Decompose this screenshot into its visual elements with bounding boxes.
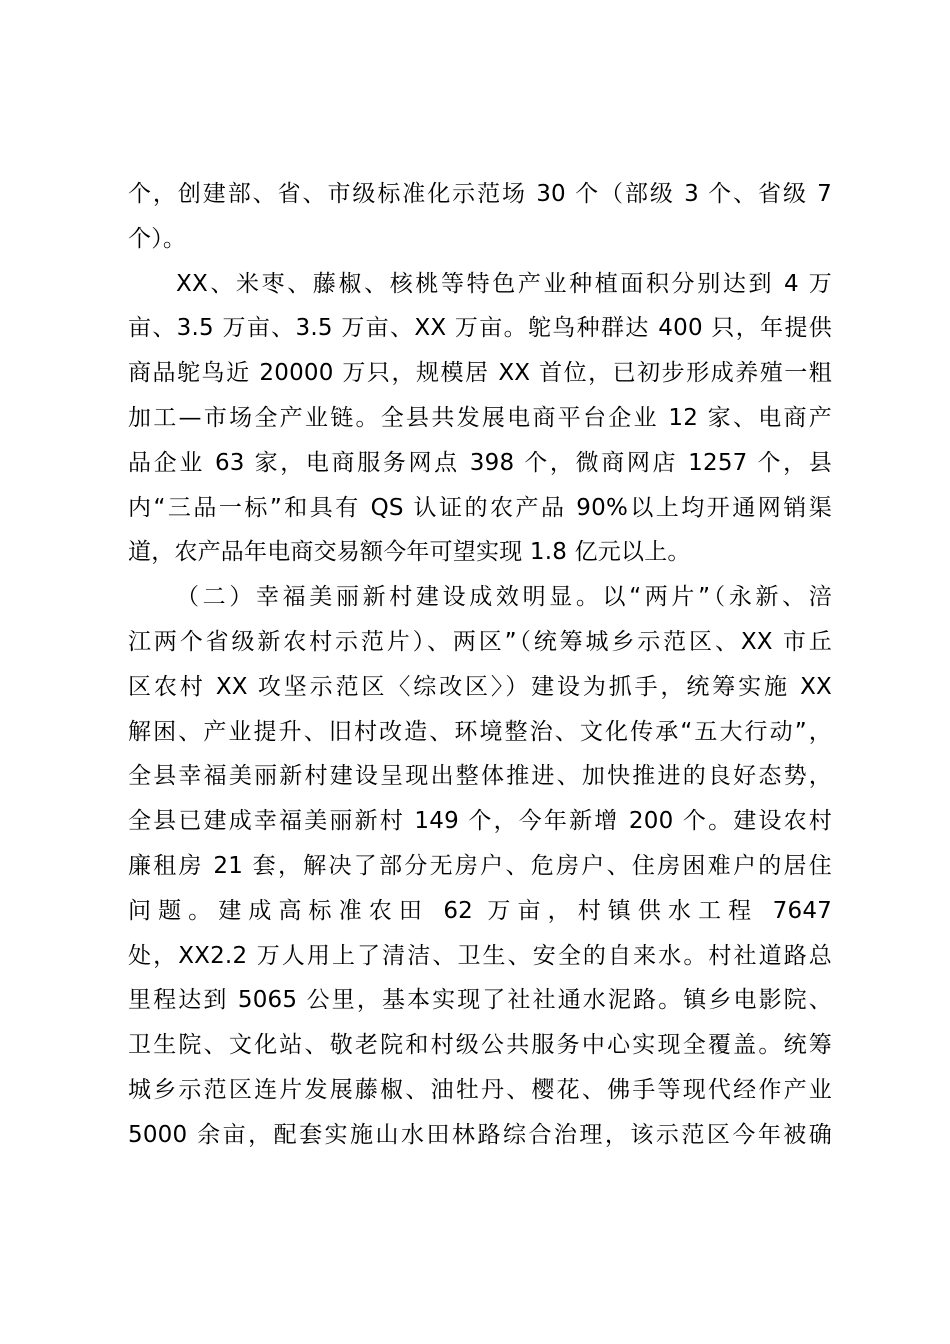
text-line: 江两个省级新农村示范片）、两区”（统筹城乡示范区、XX 市丘: [128, 628, 832, 655]
text-line: 解困、产业提升、旧村改造、环境整治、文化传承“五大行动”，: [128, 718, 832, 745]
text-line: 个，创建部、省、市级标准化示范场 30 个（部级 3 个、省级 7: [128, 181, 832, 207]
text-line: 5000 余亩，配套实施山水田林路综合治理，该示范区今年被确: [128, 1121, 832, 1148]
text-line: 商品鸵鸟近 20000 万只，规模居 XX 首位，已初步形成养殖一粗: [128, 360, 832, 387]
text-line: 问题。建成高标准农田 62 万亩，村镇供水工程 7647: [128, 897, 832, 924]
text-line: 区农村 XX 攻坚示范区〈综改区〉）建设为抓手，统筹实施 XX: [128, 673, 832, 700]
text-line: 亩、3.5 万亩、3.5 万亩、XX 万亩。鸵鸟种群达 400 只，年提供: [128, 315, 832, 342]
text-line: 加工—市场全产业链。全县共发展电商平台企业 12 家、电商产: [128, 404, 832, 431]
text-line: 里程达到 5065 公里，基本实现了社社通水泥路。镇乡电影院、: [128, 987, 832, 1014]
text-line: 个）。: [128, 225, 187, 252]
body-text: [128, 172, 832, 1158]
text-line: 道，农产品年电商交易额今年可望实现 1.8 亿元以上。: [128, 539, 691, 566]
text-line: 全县幸福美丽新村建设呈现出整体推进、加快推进的良好态势，: [128, 763, 832, 790]
text-line: 城乡示范区连片发展藤椒、油牡丹、樱花、佛手等现代经作产业: [128, 1076, 832, 1103]
text-line: 品企业 63 家，电商服务网点 398 个，微商网店 1257 个，县: [128, 449, 832, 476]
text-line: 卫生院、文化站、敬老院和村级公共服务中心实现全覆盖。统筹: [128, 1032, 832, 1059]
section-heading-line: （二）幸福美丽新村建设成效明显。以“两片”（永新、涪: [176, 584, 832, 611]
text-line: 内“三品一标”和具有 QS 认证的农产品 90%以上均开通网销渠: [128, 494, 832, 521]
text-line: 全县已建成幸福美丽新村 149 个，今年新增 200 个。建设农村: [128, 808, 832, 835]
text-line: 廉租房 21 套，解决了部分无房户、危房户、住房困难户的居住: [128, 852, 832, 879]
paragraph-first-line: XX、米枣、藤椒、核桃等特色产业种植面积分别达到 4 万: [176, 270, 832, 297]
text-line: 处，XX2.2 万人用上了清洁、卫生、安全的自来水。村社道路总: [128, 942, 832, 969]
